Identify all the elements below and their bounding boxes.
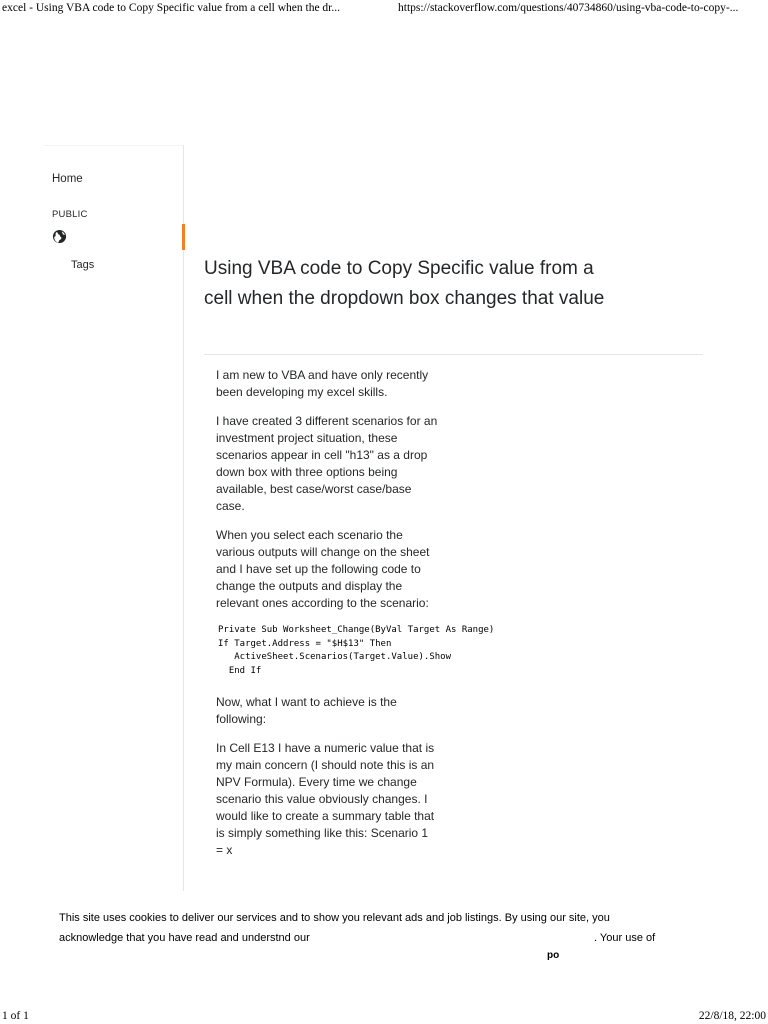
post-paragraph: When you select each scenario the various outputs will change on the sheet and I have set up the following code to change the outputs and display the relevant ones according to the scenario: (216, 528, 430, 610)
title-divider (204, 354, 703, 355)
print-datetime: 22/8/18, 22:00 (698, 1010, 766, 1022)
cookie-text-tail: . Your use of (594, 932, 656, 944)
cookie-banner (0, 892, 768, 972)
sidebar-section-public: PUBLIC (52, 209, 88, 220)
post-paragraph: In Cell E13 I have a numeric value that is my main concern (I should note this is an NPV Formula). Every time we change scenario this value obviously changes. I would like to create a summary table that is simply something like this: Scenario 1 = x (216, 741, 435, 858)
print-header-title: excel - Using VBA code to Copy Specific value from a cell when the dr... (2, 2, 340, 14)
question-title[interactable]: Using VBA code to Copy Specific value from a cell when the dropdown box changes that value (204, 258, 605, 309)
print-header (0, 0, 768, 20)
post-paragraph: I have created 3 different scenarios for an investment project situation, these scenarios appear in cell "h13" as a drop down box with three options being available, best case/worst case/base case. (216, 414, 438, 513)
post-paragraph: Now, what I want to achieve is the following: (216, 695, 397, 727)
cookie-text-line1: This site uses cookies to deliver our services and to show you relevant ads and job listings. By using our site, you (59, 912, 610, 924)
print-header-url: https://stackoverflow.com/questions/40734860/using-vba-code-to-copy-... (398, 2, 739, 14)
post-paragraph: I am new to VBA and have only recently been developing my excel skills. (216, 368, 429, 399)
sidebar-item-questions[interactable] (44, 224, 183, 250)
cookie-policy-fragment[interactable]: po (547, 950, 560, 961)
active-indicator (182, 224, 185, 250)
page-count: 1 of 1 (2, 1010, 29, 1022)
left-sidebar (44, 145, 184, 891)
globe-icon (52, 229, 67, 244)
post-container (204, 367, 504, 892)
sidebar-item-tags[interactable]: Tags (71, 259, 95, 271)
print-footer (0, 1008, 768, 1024)
code-block: Private Sub Worksheet_Change(ByVal Target As Range) If Target.Address = "$H$13" Then ActiveSheet.Scenarios(Target.Value).Show End If (218, 625, 495, 676)
sidebar-item-home[interactable]: Home (52, 173, 83, 185)
post-body (216, 367, 495, 871)
cookie-text-line2: acknowledge that you have read and understnd our (59, 932, 310, 944)
